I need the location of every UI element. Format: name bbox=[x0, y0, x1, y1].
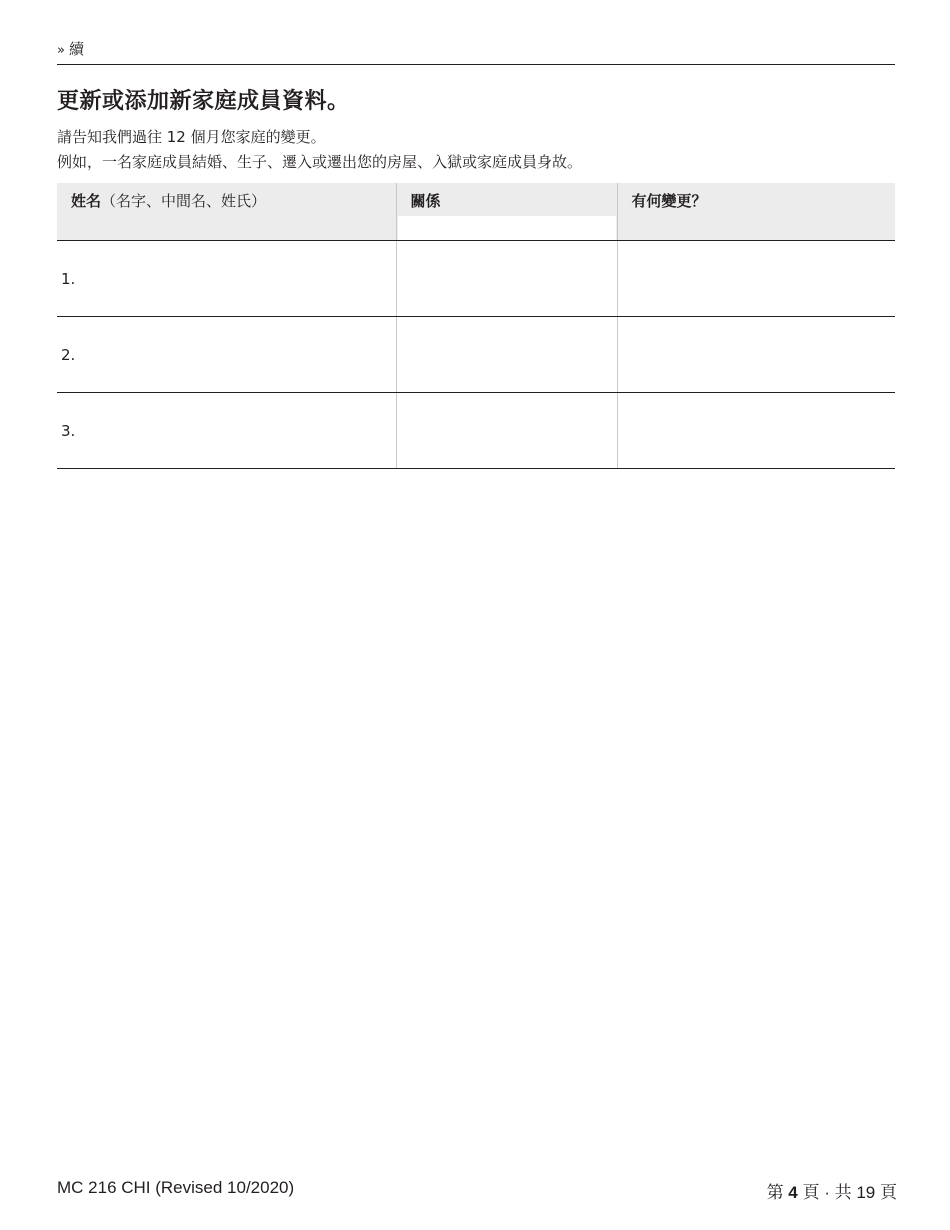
column-header-change-label: 有何變更？ bbox=[631, 192, 707, 210]
instruction-line-2: 例如，一名家庭成員結婚、生子、遷入或遷出您的房屋、入獄或家庭成員身故。 bbox=[57, 153, 583, 171]
row-number: 1. bbox=[61, 269, 76, 288]
name-field[interactable] bbox=[57, 317, 396, 393]
page-number bbox=[767, 1178, 897, 1203]
table-row bbox=[57, 317, 895, 393]
header-rule bbox=[57, 64, 895, 65]
relationship-field[interactable] bbox=[396, 393, 617, 469]
row-number: 3. bbox=[61, 421, 76, 440]
row-number: 2. bbox=[61, 345, 76, 364]
table-row bbox=[57, 393, 895, 469]
column-header-name-detail: （名字、中間名、姓氏） bbox=[101, 192, 267, 210]
table-header-row bbox=[57, 183, 895, 241]
table-row bbox=[57, 241, 895, 317]
column-header-change bbox=[617, 183, 895, 241]
page-current: 4 bbox=[788, 1183, 798, 1202]
column-header-name bbox=[57, 183, 396, 241]
continued-marker: » bbox=[57, 43, 65, 58]
page-middle: 頁 · 共 bbox=[802, 1183, 852, 1202]
page-prefix: 第 bbox=[766, 1183, 784, 1202]
instruction-line-1: 請告知我們過往 12 個月您家庭的變更。 bbox=[57, 128, 326, 146]
form-id: MC 216 CHI (Revised 10/2020) bbox=[57, 1178, 295, 1197]
section-title: 更新或添加新家庭成員資料。 bbox=[57, 89, 350, 114]
name-field[interactable] bbox=[57, 393, 396, 469]
household-members-table bbox=[57, 183, 895, 469]
column-header-relationship bbox=[396, 183, 617, 241]
column-header-relationship-label: 關係 bbox=[410, 192, 441, 210]
column-header-name-bold: 姓名 bbox=[71, 192, 102, 210]
change-field[interactable] bbox=[617, 241, 895, 317]
relationship-header-input[interactable] bbox=[398, 216, 616, 240]
relationship-field[interactable] bbox=[396, 241, 617, 317]
change-field[interactable] bbox=[617, 317, 895, 393]
continued-text: 續 bbox=[68, 40, 84, 58]
name-field[interactable] bbox=[57, 241, 396, 317]
page-total: 19 bbox=[856, 1183, 876, 1202]
page-suffix: 頁 bbox=[880, 1183, 897, 1202]
continued-label bbox=[57, 38, 84, 59]
relationship-field[interactable] bbox=[396, 317, 617, 393]
change-field[interactable] bbox=[617, 393, 895, 469]
